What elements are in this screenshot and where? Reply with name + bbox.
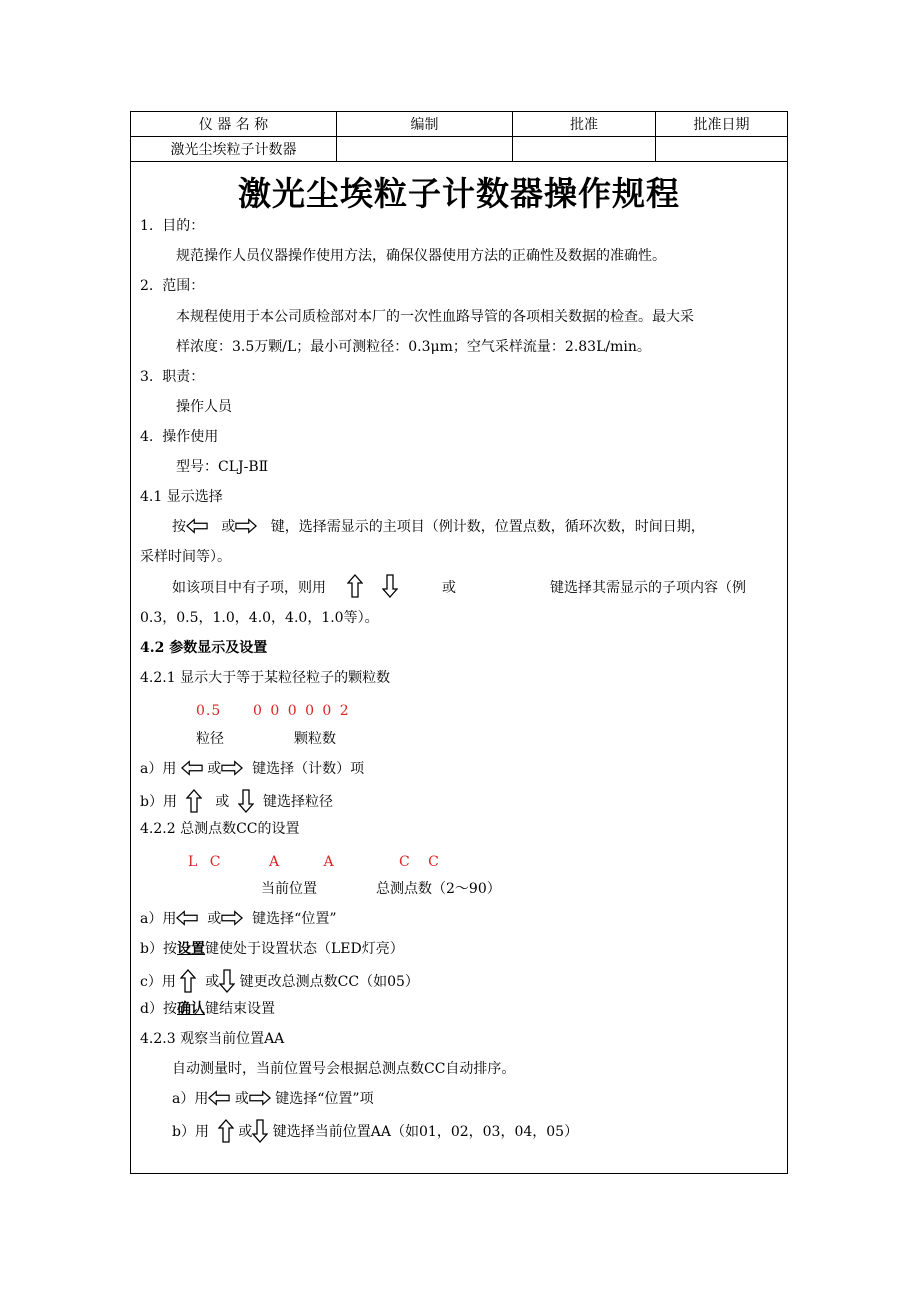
s423-step-b: b）用 或 键选择当前位置AA（如01，02，03，04，05） [172, 1119, 578, 1143]
page-title: 激光尘埃粒子计数器操作规程 [238, 174, 680, 213]
section-1-body: 规范操作人员仪器操作使用方法，确保仪器使用方法的正确性及数据的准确性。 [176, 248, 666, 264]
down-arrow-icon [252, 1119, 268, 1143]
right-arrow-icon [221, 759, 243, 777]
section-3-heading: 3. 职责： [140, 369, 205, 385]
s422-step-d: d）按确认键结束设置 [140, 1001, 275, 1017]
up-arrow-icon [347, 574, 363, 598]
header-prepared-by: 编制 [337, 112, 513, 137]
header-approved-by: 批准 [513, 112, 656, 137]
display-particle-count: 0 0 0 0 0 2 [253, 703, 351, 719]
setting-key-label: 设置 [176, 941, 205, 957]
s421-step-a: a）用 或 键选择（计数）项 [140, 761, 365, 777]
down-arrow-icon [219, 969, 235, 993]
section-3-body: 操作人员 [176, 399, 232, 415]
s41-line-3-or: 或 [442, 580, 456, 596]
left-arrow-icon [186, 517, 208, 535]
s422-step-c: c）用 或 键更改总测点数CC（如05） [140, 969, 419, 993]
label-particle-count: 颗粒数 [294, 731, 336, 747]
s41-line-2: 采样时间等）。 [140, 549, 231, 565]
approval-date-value [656, 137, 788, 162]
s423-body: 自动测量时，当前位置号会根据总测点数CC自动排序。 [172, 1061, 516, 1077]
s41-line-4: 0.3，0.5，1.0，4.0，4.0，1.0等）。 [140, 610, 379, 626]
up-arrow-icon [186, 789, 202, 813]
header-instrument-name: 仪 器 名 称 [131, 112, 337, 137]
section-2-body-2: 样浓度：3.5万颗/L；最小可测粒径：0.3μm；空气采样流量：2.83L/min。 [176, 339, 651, 355]
s41-line-3-prefix: 如该项目中有子项，则用 [172, 580, 326, 596]
section-4-2-3-heading: 4.2.3 观察当前位置AA [140, 1031, 285, 1047]
s421-step-b: b）用 或 键选择粒径 [140, 789, 333, 813]
s422-step-b: b）按设置键使处于设置状态（LED灯亮） [140, 941, 404, 957]
section-2-body-1: 本规程使用于本公司质检部对本厂的一次性血路导管的各项相关数据的检查。最大采 [176, 309, 694, 325]
left-arrow-icon [181, 759, 203, 777]
model-number: 型号：CLJ-BⅡ [176, 459, 269, 475]
right-arrow-icon [249, 1089, 271, 1107]
label-current-position: 当前位置 [261, 881, 317, 897]
s423-step-a: a）用 或 键选择“位置”项 [172, 1091, 374, 1107]
header-table [131, 112, 787, 162]
display-lc: L C [188, 854, 225, 870]
header-approval-date: 批准日期 [656, 112, 788, 137]
display-aa: A A [269, 854, 354, 870]
section-2-heading: 2. 范围： [140, 278, 205, 294]
approved-by-value [513, 137, 656, 162]
label-particle-size: 粒径 [196, 731, 224, 747]
section-1-heading: 1. 目的： [140, 218, 205, 234]
section-4-heading: 4. 操作使用 [140, 429, 219, 445]
confirm-key-label: 确认 [176, 1001, 205, 1017]
section-4-2-2-heading: 4.2.2 总测点数CC的设置 [140, 821, 300, 837]
up-arrow-icon [180, 969, 196, 993]
instrument-name-value: 激光尘埃粒子计数器 [131, 137, 337, 162]
up-arrow-icon [218, 1119, 234, 1143]
section-4-1-heading: 4.1 显示选择 [140, 489, 223, 505]
label-total-points: 总测点数（2～90） [376, 881, 501, 897]
prepared-by-value [337, 137, 513, 162]
right-arrow-icon [235, 517, 257, 535]
s422-step-a: a）用 或 键选择“位置” [140, 911, 337, 927]
right-arrow-icon [221, 909, 243, 927]
s41-line-3-suffix: 键选择其需显示的子项内容（例 [550, 580, 746, 596]
document-frame [130, 111, 788, 1174]
down-arrow-icon [238, 789, 254, 813]
display-particle-size: 0.5 [196, 703, 222, 719]
section-4-2-heading: 4.2 参数显示及设置 [140, 640, 268, 656]
down-arrow-icon [382, 574, 398, 598]
left-arrow-icon [176, 909, 198, 927]
s41-line-1: 按 或 键，选择需显示的主项目（例计数，位置点数，循环次数，时间日期， [172, 519, 705, 535]
section-4-2-1-heading: 4.2.1 显示大于等于某粒径粒子的颗粒数 [140, 670, 391, 686]
display-cc: C C [399, 854, 446, 870]
left-arrow-icon [208, 1089, 230, 1107]
